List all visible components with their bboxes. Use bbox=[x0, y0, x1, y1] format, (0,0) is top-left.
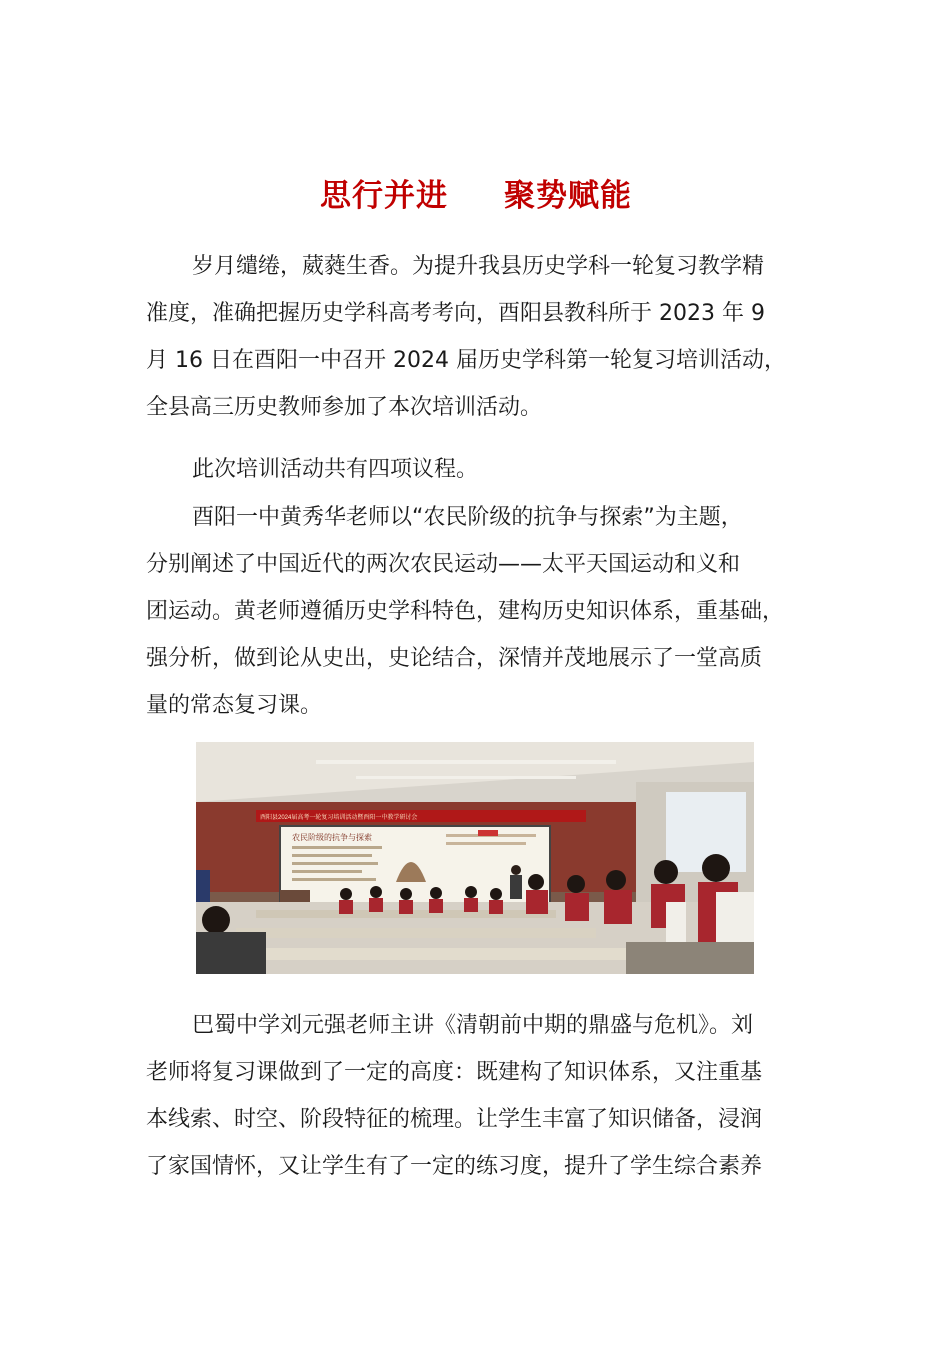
title-left: 思行并进 bbox=[320, 178, 448, 214]
paragraph-huang bbox=[146, 494, 810, 729]
banner-text: 酉阳县2024届高考一轮复习培训活动暨酉阳一中教学研讨会 bbox=[260, 815, 418, 821]
screen-heading: 农民阶级的抗争与探索 bbox=[292, 833, 372, 842]
text-line: 此次培训活动共有四项议程。 bbox=[192, 457, 479, 482]
text-line: 量的常态复习课。 bbox=[146, 693, 323, 718]
text-line: 分别阐述了中国近代的两次农民运动——太平天国运动和义和 bbox=[146, 552, 741, 577]
classroom-photo bbox=[196, 742, 754, 974]
page-title bbox=[0, 170, 952, 215]
text-line: 全县高三历史教师参加了本次培训活动。 bbox=[146, 395, 543, 420]
paragraph-liu bbox=[146, 1002, 810, 1190]
text-line: 团运动。黄老师遵循历史学科特色，建构历史知识体系，重基础， bbox=[146, 599, 785, 624]
text-line: 本线索、时空、阶段特征的梳理。让学生丰富了知识储备，浸润 bbox=[146, 1107, 763, 1132]
text-line: 巴蜀中学刘元强老师主讲《清朝前中期的鼎盛与危机》。刘 bbox=[192, 1013, 754, 1038]
paragraph-intro bbox=[146, 243, 810, 431]
text-line: 月 16 日在酉阳一中召开 2024 届历史学科第一轮复习培训活动， bbox=[146, 348, 786, 373]
text-line: 了家国情怀，又让学生有了一定的练习度，提升了学生综合素养 bbox=[146, 1154, 763, 1179]
text-line: 酉阳一中黄秀华老师以“农民阶级的抗争与探索”为主题， bbox=[192, 505, 743, 530]
text-line: 准度，准确把握历史学科高考考向，酉阳县教科所于 2023 年 9 bbox=[146, 301, 765, 326]
text-line: 岁月缱绻，葳蕤生香。为提升我县历史学科一轮复习教学精 bbox=[192, 254, 765, 279]
text-line: 老师将复习课做到了一定的高度：既建构了知识体系，又注重基 bbox=[146, 1060, 763, 1085]
title-right: 聚势赋能 bbox=[504, 178, 632, 214]
text-line: 强分析，做到论从史出，史论结合，深情并茂地展示了一堂高质 bbox=[146, 646, 763, 671]
paragraph-agenda bbox=[146, 446, 810, 493]
